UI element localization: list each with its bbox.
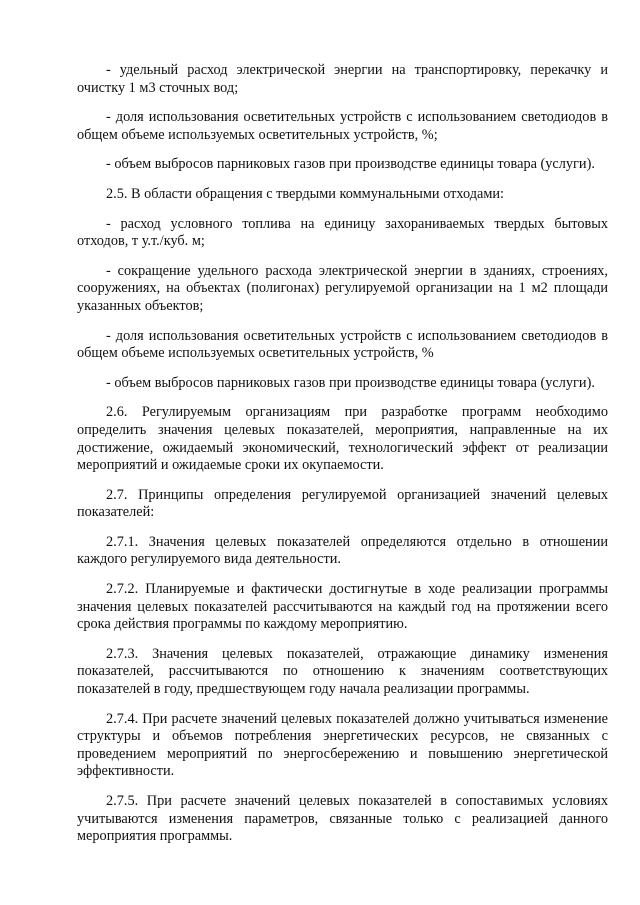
bullet-greenhouse-gases: - объем выбросов парниковых газов при производстве единицы товара (услуги). <box>106 156 595 173</box>
section-2-6: 2.6. Регулируемым организациям при разработке программ необходимо определить значения целевых показателей, мероприятия, направленные на их достижение, ожидаемый экономический, технологический эффект от реализации мероприятий и ожидаемые сроки их окупаемости. <box>77 404 608 474</box>
section-2-7-1: 2.7.1. Значения целевых показателей определяются отдельно в отношении каждого регулируемого вида деятельности. <box>77 533 608 568</box>
bullet-sewage-energy: - удельный расход электрической энергии на транспортировку, перекачку и очистку 1 м3 сточных вод; <box>77 62 608 96</box>
bullet-led-share: - доля использования осветительных устройств с использованием светодиодов в общем объеме используемых осветительных устройств, %; <box>77 109 608 143</box>
section-2-5-heading: 2.5. В области обращения с твердыми коммунальными отходами: <box>106 185 504 202</box>
bullet-energy-reduction: - сокращение удельного расхода электрической энергии в зданиях, строениях, сооружениях, на объектах (полигонах) регулируемой организации на 1 м2 площади указанных объектов; <box>77 262 608 314</box>
section-2-7-4: 2.7.4. При расчете значений целевых показателей должно учитываться изменение структуры и объемов потребления энергетических ресурсов, не связанных с проведением мероприятий по энергосбережению и повышению энергетической эффективности. <box>77 710 608 780</box>
section-2-7-3: 2.7.3. Значения целевых показателей, отражающие динамику изменения показателей, рассчитываются по отношению к значениям соответствующих показателей в году, предшествующем году начала реализации программы. <box>77 645 608 698</box>
bullet-led-share-2: - доля использования осветительных устройств с использованием светодиодов в общем объеме используемых осветительных устройств, % <box>77 327 608 362</box>
document-page <box>77 62 608 858</box>
section-2-7: 2.7. Принципы определения регулируемой организацией значений целевых показателей: <box>77 486 608 521</box>
section-2-7-2: 2.7.2. Планируемые и фактически достигнутые в ходе реализации программы значения целевых показателей рассчитываются на каждый год на протяжении всего срока действия программы по каждому мероприятию. <box>77 581 608 633</box>
bullet-greenhouse-gases-2: - объем выбросов парниковых газов при производстве единицы товара (услуги). <box>106 374 595 391</box>
section-2-7-5: 2.7.5. При расчете значений целевых показателей в сопоставимых условиях учитываются изменения параметров, связанные только с реализацией данного мероприятия программы. <box>77 793 608 845</box>
bullet-fuel-consumption: - расход условного топлива на единицу захораниваемых твердых бытовых отходов, т у.т./куб. м; <box>77 215 608 250</box>
